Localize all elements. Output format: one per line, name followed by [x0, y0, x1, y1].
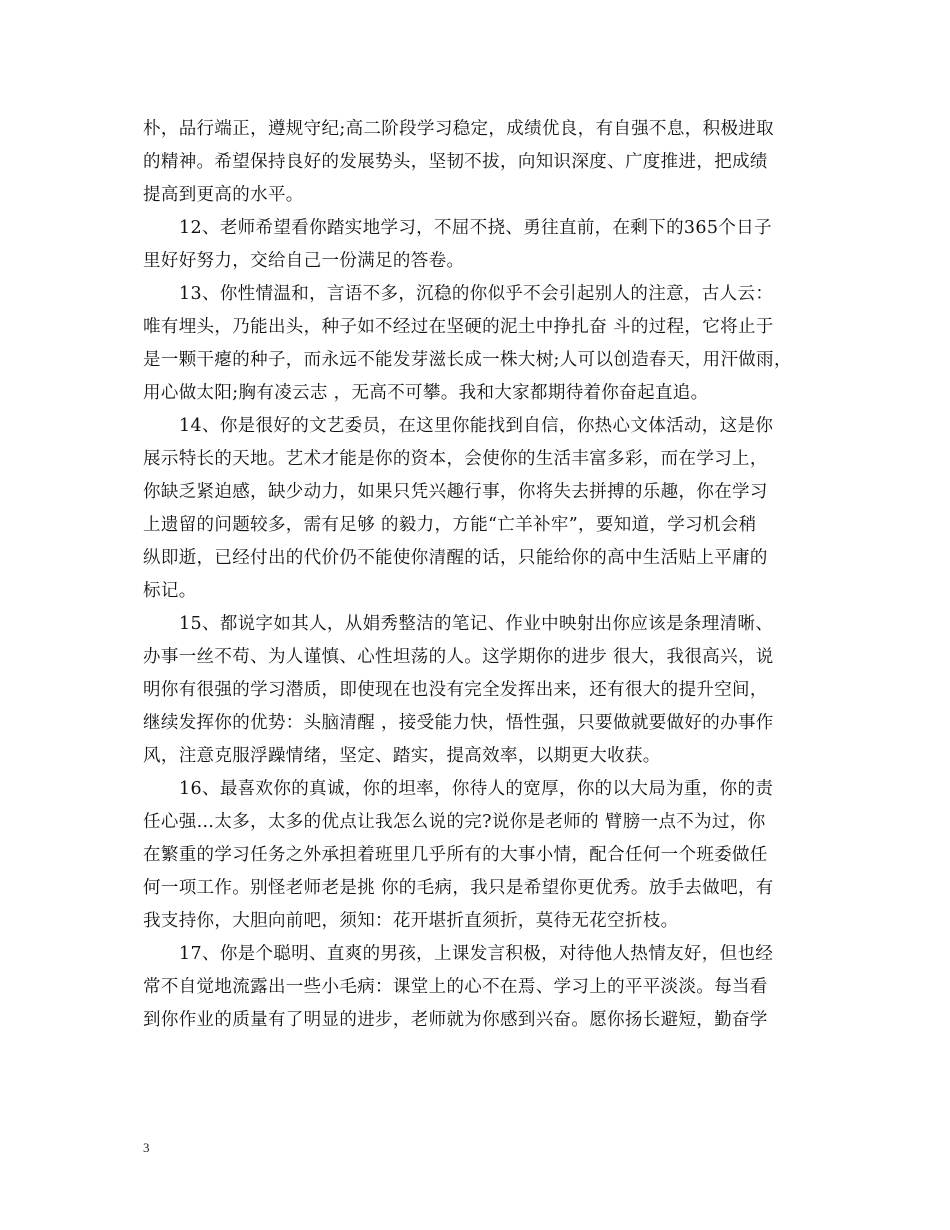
text-line: 提高到更高的水平。	[143, 185, 304, 205]
text-line: 继续发挥你的优势：头脑清醒 ，接受能力快，悟性强，只要做就要做好的办事作	[143, 713, 774, 733]
paragraph	[143, 410, 811, 608]
paragraph	[143, 212, 811, 278]
document-body	[143, 113, 811, 1037]
text-line: 唯有埋头，乃能出头，种子如不经过在坚硬的泥土中挣扎奋 斗的过程，它将止于	[143, 317, 774, 337]
text-line: 任心强…太多，太多的优点让我怎么说的完?说你是老师的 臂膀一点不为过，你	[143, 812, 766, 832]
text-line: 17、你是个聪明、直爽的男孩，上课发言积极，对待他人热情友好，但也经	[179, 944, 774, 964]
text-line: 风，注意克服浮躁情绪，坚定、踏实，提高效率，以期更大收获。	[143, 746, 661, 766]
text-line: 我支持你，大胆向前吧，须知：花开堪折直须折，莫待无花空折枝。	[143, 911, 679, 931]
text-line: 到你作业的质量有了明显的进步，老师就为你感到兴奋。愿你扬长避短，勤奋学	[143, 1010, 768, 1030]
text-line: 15、都说字如其人，从娟秀整洁的笔记、作业中映射出你应该是条理清晰、	[179, 614, 774, 634]
text-line: 在繁重的学习任务之外承担着班里几乎所有的大事小情，配合任何一个班委做任	[143, 845, 768, 865]
text-line: 16、最喜欢你的真诚，你的坦率，你待人的宽厚，你的以大局为重，你的责	[179, 779, 774, 799]
text-line: 纵即逝，已经付出的代价仍不能使你清醒的话，只能给你的高中生活贴上平庸的	[143, 548, 768, 568]
paragraph	[143, 773, 811, 938]
text-line: 展示特长的天地。艺术才能是你的资本，会使你的生活丰富多彩，而在学习上，	[143, 449, 768, 469]
text-line: 明你有很强的学习潜质，即使现在也没有完全发挥出来，还有很大的提升空间，	[143, 680, 768, 700]
text-line: 常不自觉地流露出一些小毛病：课堂上的心不在焉、学习上的平平淡淡。每当看	[143, 977, 768, 997]
text-line: 的精神。希望保持良好的发展势头，坚韧不拔，向知识深度、广度推进，把成绩	[143, 152, 768, 172]
text-line: 上遗留的问题较多，需有足够 的毅力，方能“亡羊补牢”，要知道，学习机会稍	[143, 515, 757, 535]
paragraph	[143, 608, 811, 773]
paragraph	[143, 113, 811, 212]
text-line: 你缺乏紧迫感，缺少动力，如果只凭兴趣行事，你将失去拼搏的乐趣，你在学习	[143, 482, 768, 502]
page-number: 3	[143, 1140, 150, 1155]
text-line: 标记。	[143, 581, 197, 601]
text-line: 是一颗干瘪的种子，而永远不能发芽滋长成一株大树;人可以创造春天，用汗做雨，	[143, 350, 792, 370]
text-line: 何一项工作。别怪老师老是挑 你的毛病，我只是希望你更优秀。放手去做吧，有	[143, 878, 774, 898]
text-line: 办事一丝不苟、为人谨慎、心性坦荡的人。这学期你的进步 很大，我很高兴，说	[143, 647, 774, 667]
text-line: 朴，品行端正，遵规守纪;高二阶段学习稳定，成绩优良，有自强不息，积极进取	[143, 119, 774, 139]
text-line: 12、老师希望看你踏实地学习，不屈不挠、勇往直前，在剩下的365个日子	[179, 218, 772, 238]
text-line: 里好好努力，交给自己一份满足的答卷。	[143, 251, 465, 271]
text-line: 13、你性情温和，言语不多，沉稳的你似乎不会引起别人的注意，古人云：	[179, 284, 774, 304]
text-line: 14、你是很好的文艺委员，在这里你能找到自信，你热心文体活动，这是你	[179, 416, 774, 436]
paragraph	[143, 938, 811, 1037]
paragraph	[143, 278, 811, 410]
text-line: 用心做太阳;胸有凌云志 ，无高不可攀。我和大家都期待着你奋起直追。	[143, 383, 709, 403]
